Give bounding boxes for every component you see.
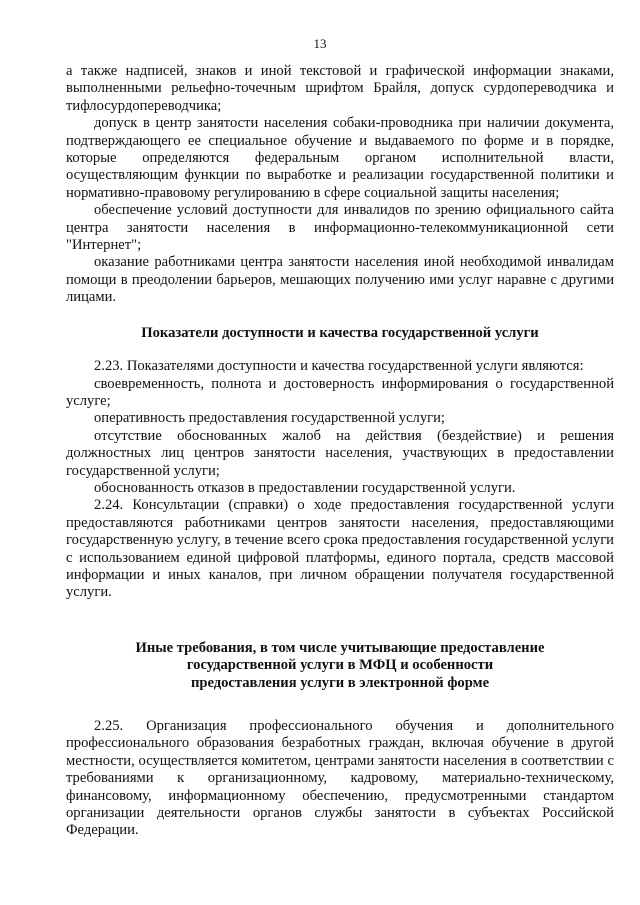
section-heading-quality-indicators: Показатели доступности и качества государственной услуги (141, 324, 539, 341)
paragraph-refusals: обоснованность отказов в предоставлении государственной услуги. (94, 479, 516, 496)
section-heading-other-requirements (66, 640, 614, 692)
heading-line: предоставления услуги в электронной форме (190, 674, 490, 691)
paragraph-2-24: 2.24. Консультации (справки) о ходе предоставления государственной услуги предоставляются работниками центров занятости населения, предоставляющими государственную услугу, в течение всего срока предоставления государственной услуги с использованием единой цифровой платформы, единого портала, средств массовой информации и иных каналов, при личном обращении получателя государственной услуги. (66, 497, 614, 601)
paragraph-2-23: 2.23. Показателями доступности и качества государственной услуги являются: (94, 358, 584, 375)
paragraph-assistance: оказание работниками центра занятости населения иной необходимой инвалидам помощи в преодолении барьеров, мешающих получению ими услуг наравне с другими лицами. (66, 254, 614, 306)
document-body (66, 63, 614, 840)
paragraph-no-complaints: отсутствие обоснованных жалоб на действия (бездействие) и решения должностных лиц центров занятости населения, участвующих в предоставлении государственной услуги; (66, 427, 614, 479)
heading-line: Иные требования, в том числе учитывающие предоставление (135, 639, 545, 656)
paragraph-efficiency: оперативность предоставления государственной услуги; (94, 410, 445, 427)
page-number: 13 (313, 36, 327, 51)
paragraph-2-25: 2.25. Организация профессионального обучения и дополнительного профессионального образования безработных граждан, включая обучение в другой местности, осуществляется комитетом, центрами занятости населения в соответствии с требованиями к организационному, кадровому, материально-техническому, финансовому, информационному обеспечению, предусмотренными стандартом организации деятельности органов службы занятости в субъектах Российской Федерации. (66, 718, 614, 839)
paragraph-braille: а также надписей, знаков и иной текстовой и графической информации знаками, выполненными рельефно-точечным шрифтом Брайля, допуск сурдопереводчика и тифлосурдопереводчика; (66, 63, 614, 114)
heading-line: государственной услуги в МФЦ и особенности (186, 657, 494, 674)
paragraph-website-accessibility: обеспечение условий доступности для инвалидов по зрению официального сайта центра занятости населения в информационно-телекоммуникационной сети "Интернет"; (66, 202, 614, 254)
paragraph-timeliness: своевременность, полнота и достоверность информирования о государственной услуге; (66, 375, 614, 409)
paragraph-guide-dog: допуск в центр занятости населения собаки-проводника при наличии документа, подтверждающего ее специальное обучение и выдаваемого по форме и в порядке, которые определяются федеральным органом исполнительной власти, осуществляющим функции по выработке и реализации государственной политики и нормативно-правовому регулированию в сфере социальной защиты населения; (66, 115, 614, 201)
